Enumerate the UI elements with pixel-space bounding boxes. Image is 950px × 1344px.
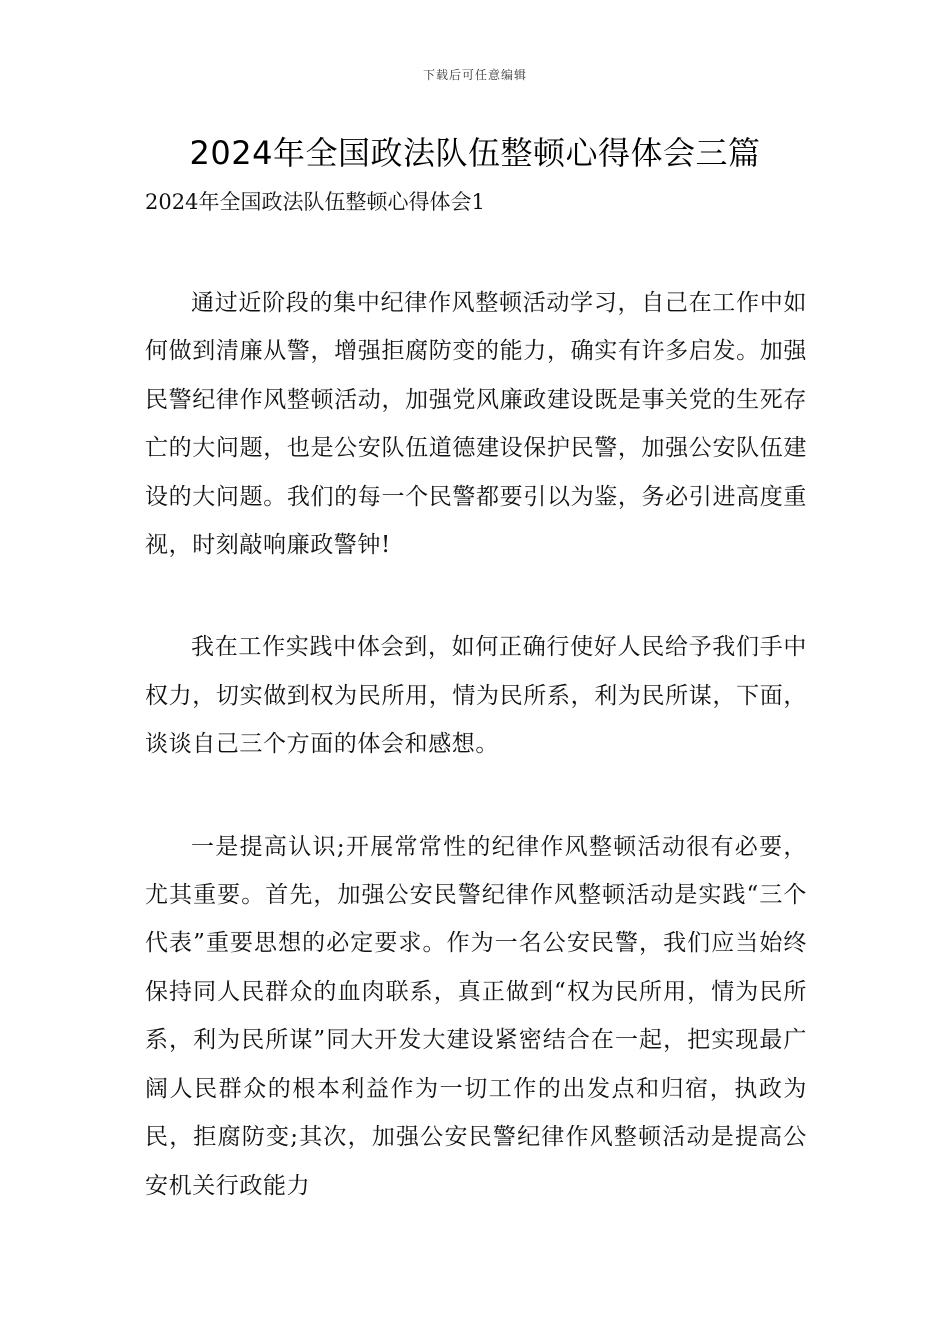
- paragraph-2: 我在工作实践中体会到，如何正确行使好人民给予我们手中权力，切实做到权为民所用，情为民所系，利为民所谋，下面，谈谈自己三个方面的体会和感想。: [145, 634, 807, 758]
- paragraph-1: 通过近阶段的集中纪律作风整顿活动学习，自己在工作中如何做到清廉从警，增强拒腐防变的能力，确实有许多启发。加强民警纪律作风整顿活动，加强党风廉政建设既是事关党的生死存亡的大问题，也是公安队伍道德建设保护民警，加强公安队伍建设的大问题。我们的每一个民警都要引以为鉴，务必引进高度重视，时刻敲响廉政警钟!: [145, 290, 807, 559]
- paragraph-3: 一是提高认识;开展常常性的纪律作风整顿活动很有必要，尤其重要。首先，加强公安民警纪律作风整顿活动是实践“三个代表”重要思想的必定要求。作为一名公安民警，我们应当始终保持同人民群众的血肉联系，真正做到“权为民所用，情为民所系，利为民所谋”同大开发大建设紧密结合在一起，把实现最广阔人民群众的根本利益作为一切工作的出发点和归宿，执政为民，拒腐防变;其次，加强公安民警纪律作风整顿活动是提高公安机关行政能力: [145, 833, 807, 1199]
- document-body: [145, 279, 807, 1264]
- header-note: 下载后可任意编辑: [422, 68, 527, 82]
- document-subtitle: 2024年全国政法队伍整顿心得体会1: [145, 190, 485, 214]
- document-title: 2024年全国政法队伍整顿心得体会三篇: [189, 134, 761, 172]
